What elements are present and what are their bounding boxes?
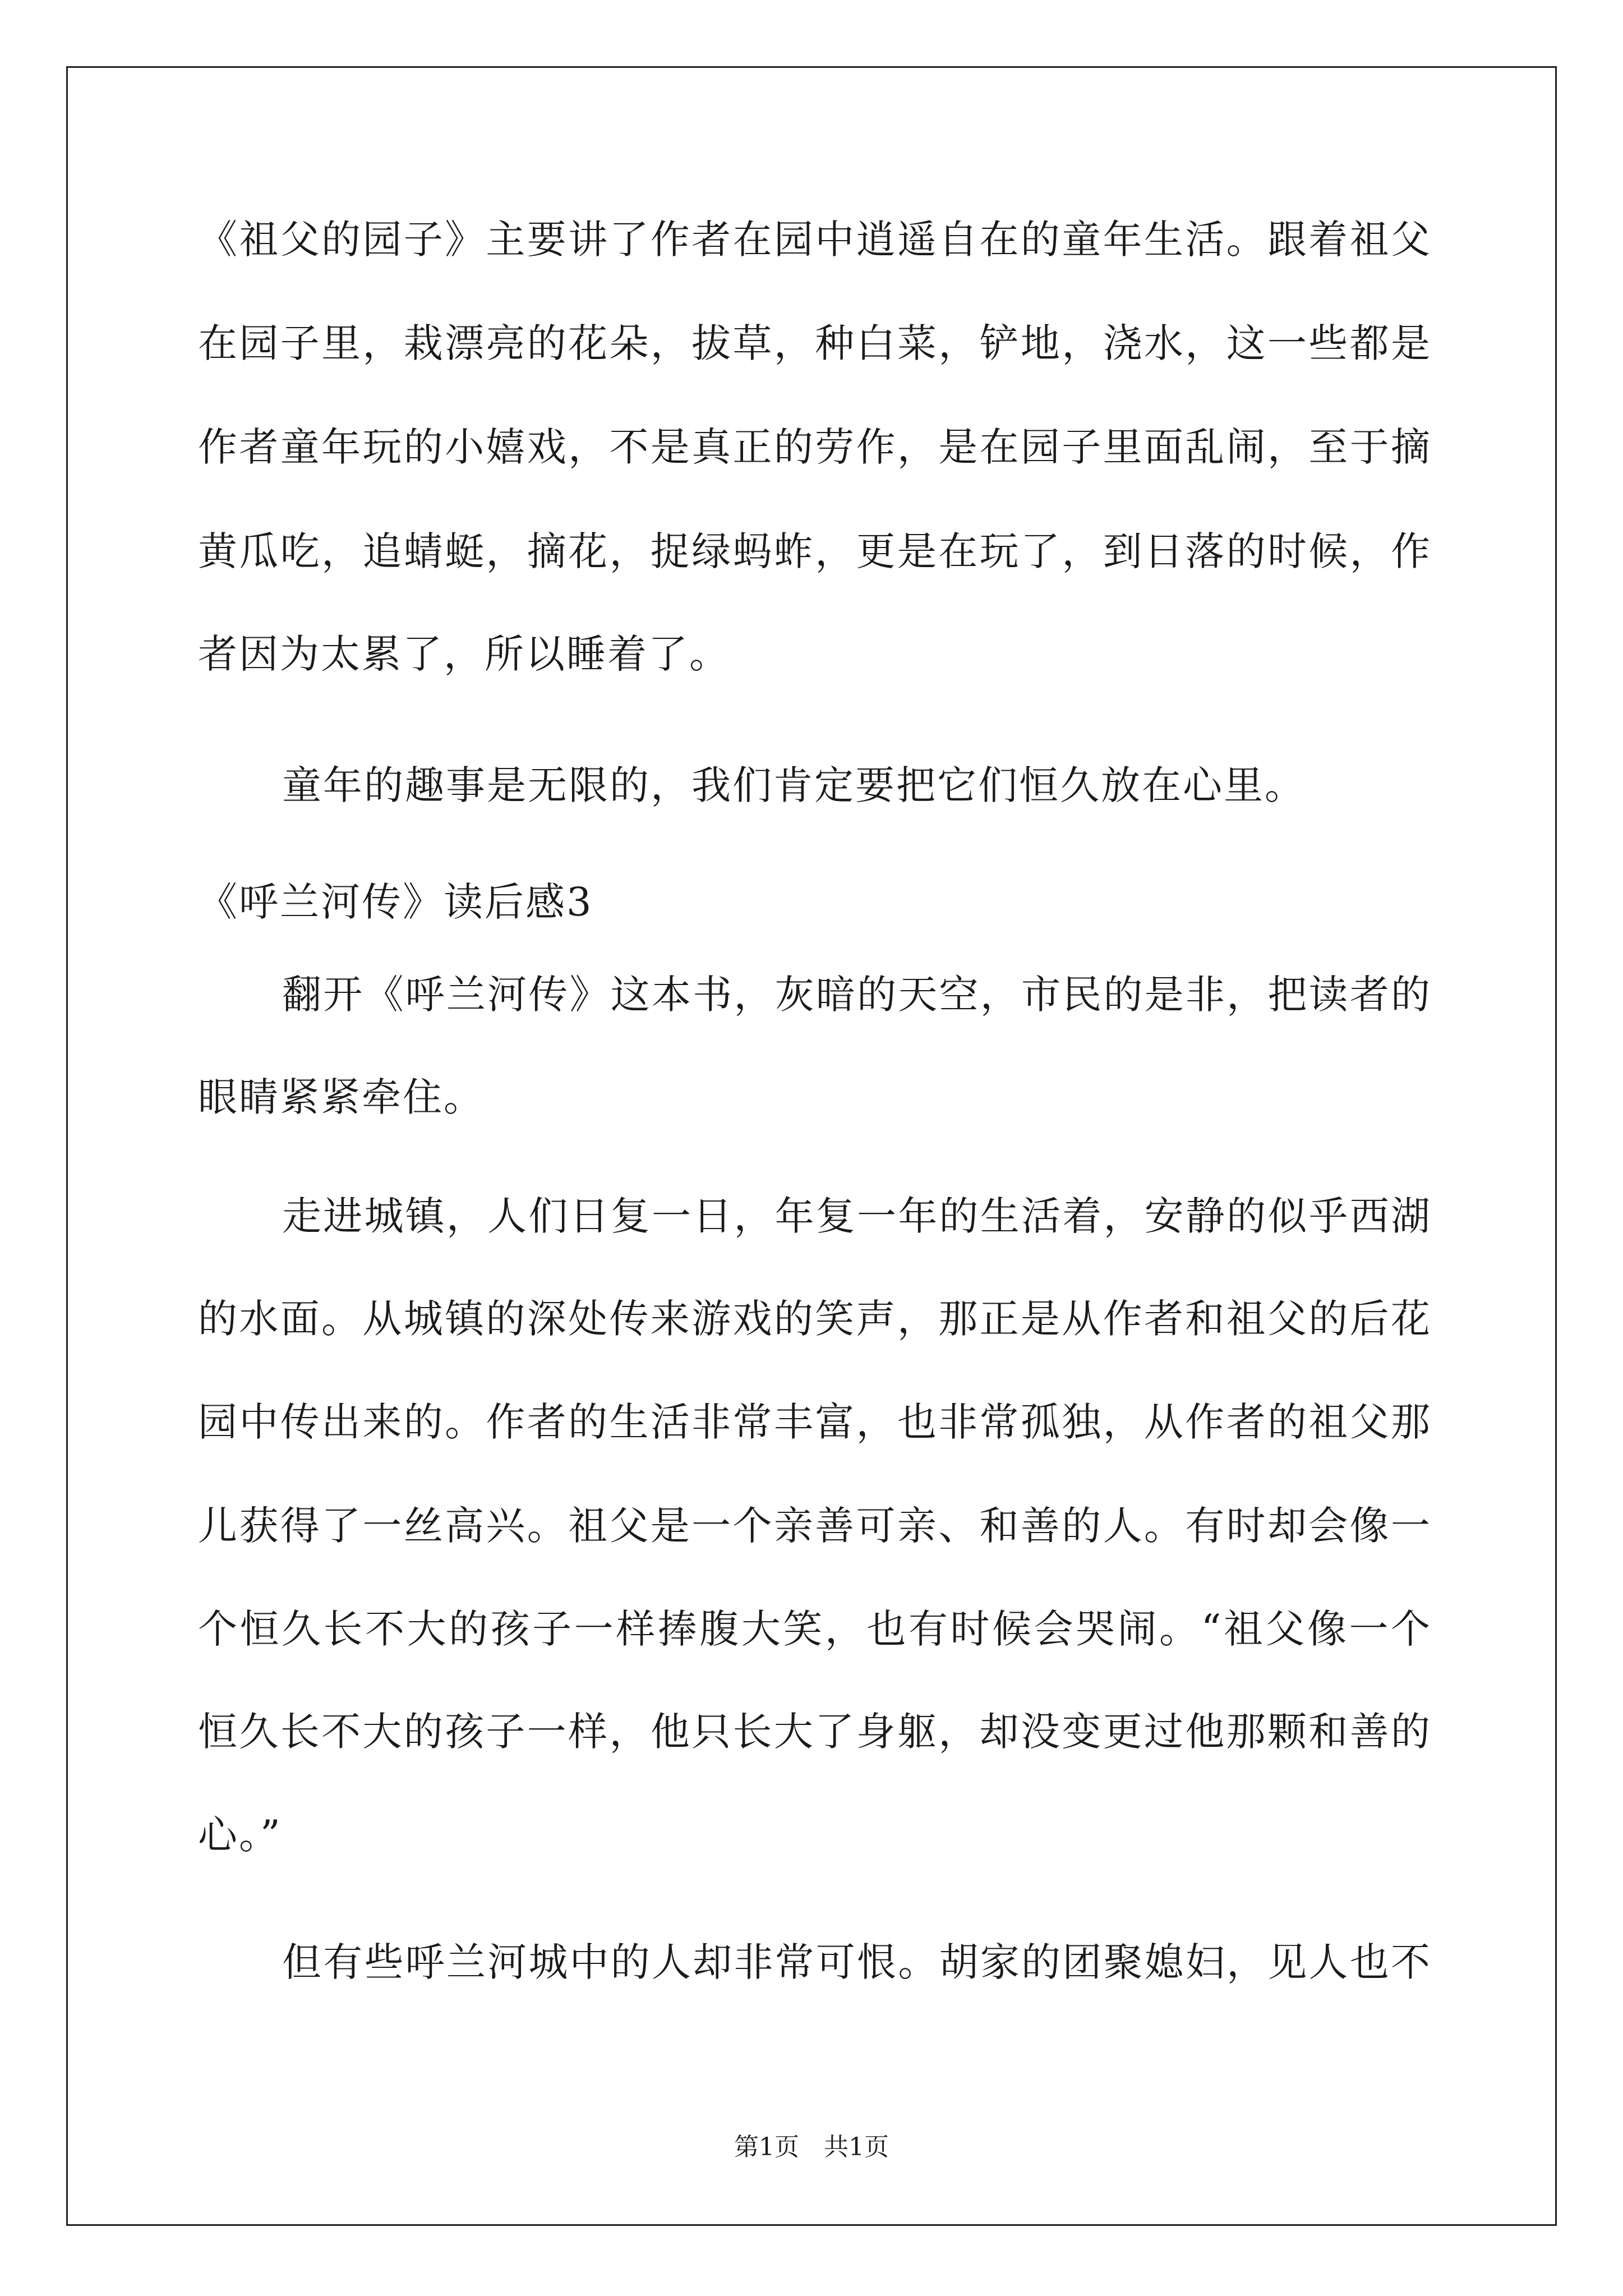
text-line: 者因为太累了，所以睡着了。 [198,631,730,677]
text-line: 作者童年玩的小嬉戏，不是真正的劳作，是在园子里面乱闹，至于摘 [198,424,1432,470]
text-line: 翻开《呼兰河传》这本书，灰暗的天空，市民的是非，把读者的 [282,972,1432,1018]
page-border [66,66,1557,2226]
text-line: 个恒久长不大的孩子一样捧腹大笑，也有时候会哭闹。“祖父像一个 [198,1606,1432,1652]
text-line: 在园子里，栽漂亮的花朵，拔草，种白菜，铲地，浇水，这一些都是 [198,320,1432,366]
text-line: 心。” [198,1812,282,1858]
text-line: 但有些呼兰河城中的人却非常可恨。胡家的团聚媳妇，见人也不 [282,1939,1432,1985]
text-line: 儿获得了一丝高兴。祖父是一个亲善可亲、和善的人。有时却会像一 [198,1503,1432,1549]
text-line: 园中传出来的。作者的生活非常丰富，也非常孤独，从作者的祖父那 [198,1399,1432,1445]
text-line: 《祖父的园子》主要讲了作者在园中逍遥自在的童年生活。跟着祖父 [198,217,1432,263]
text-line: 眼睛紧紧牵住。 [198,1074,485,1120]
section-heading: 《呼兰河传》读后感3 [198,879,593,925]
text-line: 童年的趣事是无限的，我们肯定要把它们恒久放在心里。 [282,762,1306,808]
text-line: 走进城镇，人们日复一日，年复一年的生活着，安静的似乎西湖 [282,1193,1432,1239]
text-line: 黄瓜吃，追蜻蜓，摘花，捉绿蚂蚱，更是在玩了，到日落的时候，作 [198,528,1432,574]
text-line: 恒久长不大的孩子一样，他只长大了身躯，却没变更过他那颗和善的 [198,1709,1432,1755]
page-number: 第1页 共1页 [734,2133,889,2161]
text-line: 的水面。从城镇的深处传来游戏的笑声，那正是从作者和祖父的后花 [198,1296,1432,1342]
